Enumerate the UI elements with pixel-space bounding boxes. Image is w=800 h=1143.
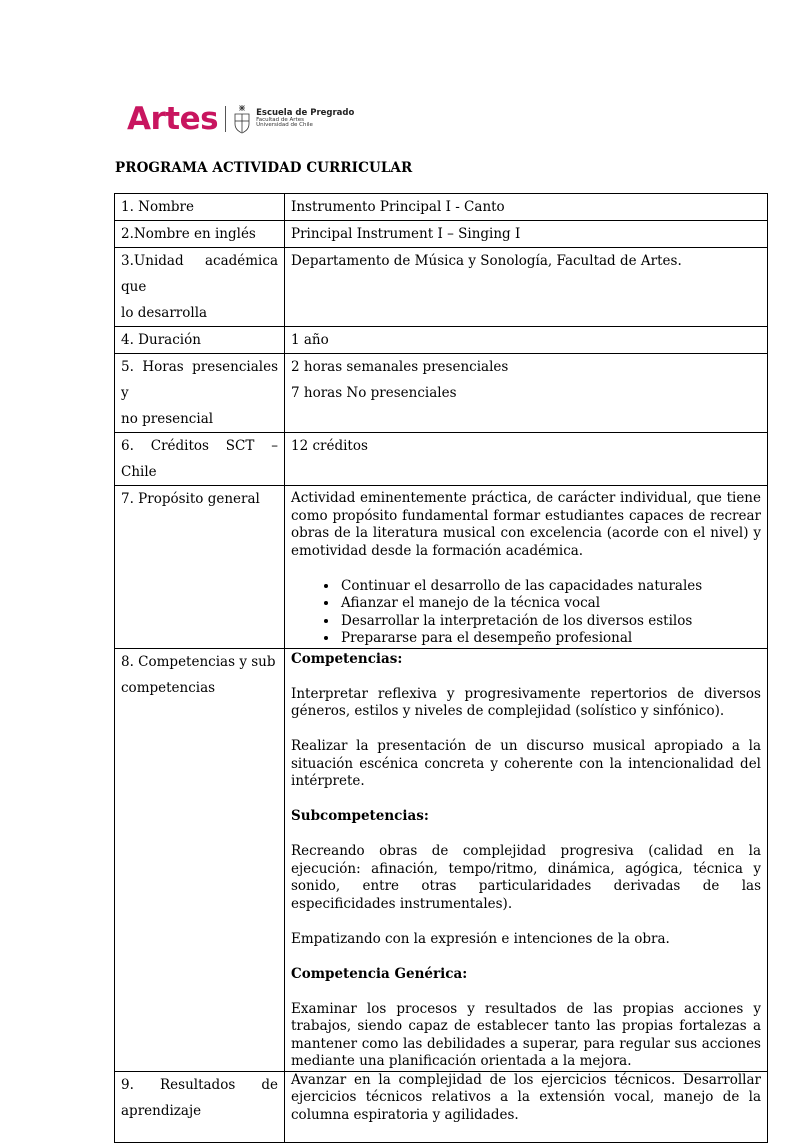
label-nombre-ingles: 2.Nombre en inglés: [115, 221, 285, 248]
heading-competencia-generica: Competencia Genérica:: [291, 965, 468, 982]
competencia-generica: Examinar los procesos y resultados de las propias acciones y trabajos, siendo capaz de establecer tanto las propias fortalezas a mantener como las debilidades a superar, para regular sus acciones mediante una planificación orientada a la mejora.: [291, 1000, 761, 1069]
header-logo: [127, 98, 354, 140]
heading-competencias: Competencias:: [291, 650, 403, 667]
logo-text-block: [256, 109, 354, 129]
university-crest-icon: [232, 104, 252, 134]
resultados-text: Avanzar en la complejidad de los ejercicios técnicos. Desarrollar ejercicios técnicos relativos a la extensión vocal, manejo de la columna espiratoria y agilidades.: [291, 1071, 761, 1123]
row-nombre: [115, 194, 768, 221]
proposito-bullets: [291, 578, 761, 648]
logo-wordmark: [127, 100, 219, 137]
logo-line-3: Universidad de Chile: [256, 122, 313, 129]
subcompetencia-2: Empatizando con la expresión e intenciones de la obra.: [291, 930, 670, 947]
logo-line-2: Facultad de Artes: [256, 116, 304, 123]
label-duracion: 4. Duración: [115, 327, 285, 354]
value-proposito: [285, 486, 768, 649]
program-table: [114, 193, 768, 1143]
label-nombre: 1. Nombre: [115, 194, 285, 221]
label-unidad: 3.Unidad académica que lo desarrolla: [115, 248, 285, 327]
value-unidad: Departamento de Música y Sonología, Facultad de Artes.: [285, 248, 768, 327]
document-title: PROGRAMA ACTIVIDAD CURRICULAR: [115, 160, 413, 176]
row-proposito: [115, 486, 768, 649]
label-creditos: 6. Créditos SCT – Chile: [115, 433, 285, 486]
label-resultados: 9. Resultados de aprendizaje: [115, 1071, 285, 1143]
label-competencias: 8. Competencias y sub competencias: [115, 648, 285, 1071]
list-item: • Desarrollar la interpretación de los diversos estilos: [339, 613, 761, 631]
competencia-1: Interpretar reflexiva y progresivamente repertorios de diversos géneros, estilos y niveles de complejidad (solístico y sinfónico).: [291, 685, 761, 719]
value-duracion: 1 año: [285, 327, 768, 354]
logo-brand: Artes: [127, 100, 219, 137]
heading-subcompetencias: Subcompetencias:: [291, 808, 429, 824]
list-item: • Continuar el desarrollo de las capacidades naturales: [339, 578, 761, 596]
competencia-2: Realizar la presentación de un discurso musical apropiado a la situación escénica concreta y coherente con la intencionalidad del intérprete.: [291, 738, 761, 789]
row-creditos: [115, 433, 768, 486]
list-item: • Prepararse para el desempeño profesional: [339, 630, 761, 648]
label-proposito: 7. Propósito general: [115, 486, 285, 649]
label-horas: 5. Horas presenciales y no presencial: [115, 354, 285, 433]
row-unidad: [115, 248, 768, 327]
value-horas: 2 horas semanales presenciales 7 horas No presenciales: [285, 354, 768, 433]
row-duracion: [115, 327, 768, 354]
value-creditos: 12 créditos: [285, 433, 768, 486]
value-competencias: [285, 648, 768, 1071]
value-nombre: Instrumento Principal I - Canto: [285, 194, 768, 221]
row-competencias: [115, 648, 768, 1071]
subcompetencia-1: Recreando obras de complejidad progresiva (calidad en la ejecución: afinación, tempo/ritmo, dinámica, agógica, técnica y sonido, entre otras particularidades derivadas de las especificidades instrumentales).: [291, 843, 761, 912]
list-item: • Afianzar el manejo de la técnica vocal: [339, 595, 761, 613]
value-nombre-ingles: Principal Instrument I – Singing I: [285, 221, 768, 248]
proposito-text: Actividad eminentemente práctica, de carácter individual, que tiene como propósito fundamental formar estudiantes capaces de recrear obras de la literatura musical con excelencia (acorde con el nivel) y emotividad desde la formación académica.: [291, 490, 761, 559]
row-nombre-ingles: [115, 221, 768, 248]
logo-divider: [225, 106, 226, 132]
logo-line-1: Escuela de Pregrado: [256, 107, 355, 118]
row-horas: [115, 354, 768, 433]
